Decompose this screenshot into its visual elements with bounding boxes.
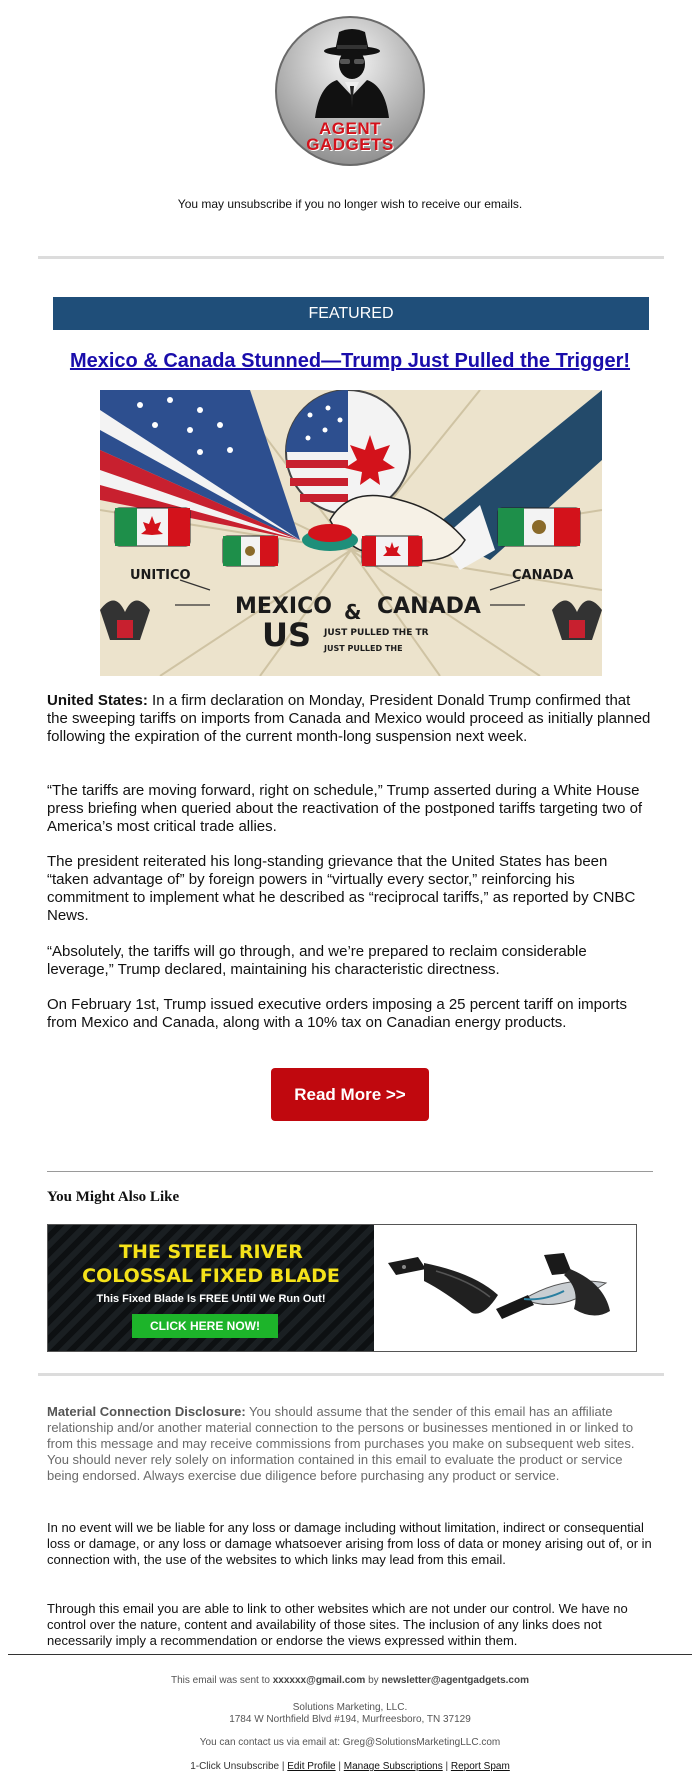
hero-text-us: US: [262, 616, 312, 654]
disclosure-text: You should assume that the sender of this email has an affiliate relationship and/or another material connection to the persons or businesses mentioned in or linked to from this message and may receive commissions from purchases you make on subsequent web sites. You should never rely solely on information contained in this email to evaluate the product or service being endorsed. Always exercise due diligence before purchasing any product or service.: [47, 1404, 635, 1483]
disclosure-label: Material Connection Disclosure:: [47, 1404, 246, 1419]
article-paragraph: The president reiterated his long-standing grievance that the United States has been “taken advantage of” by foreign powers in “virtually every sector,” reinforcing his commitment to implement what he described as “reciprocal tariffs,” as reported by CNBC News.: [47, 853, 636, 924]
article-hero-image[interactable]: [100, 390, 602, 676]
one-click-unsubscribe-link[interactable]: 1-Click Unsubscribe: [190, 1761, 280, 1772]
hero-text-canada: CANADA: [377, 594, 481, 619]
ad-title-line2: COLOSSAL FIXED BLADE: [82, 1265, 340, 1287]
external-links-disclaimer: Through this email you are able to link to other websites which are not under our control. We have no control over the nature, content and availability of those sites. The inclusion of any links does not necessarily imply a recommendation or endorse the views expressed within them.: [47, 1601, 628, 1648]
article-headline-link[interactable]: Mexico & Canada Stunned—Trump Just Pulled the Trigger!: [69, 350, 631, 372]
sent-prefix: This email was sent to: [171, 1675, 273, 1686]
ad-product-images: [374, 1225, 637, 1351]
unsubscribe-note: You may unsubscribe if you no longer wish to receive our emails.: [177, 197, 523, 211]
footer-links: [0, 1761, 700, 1772]
link-separator: |: [279, 1761, 288, 1772]
article-paragraph: [47, 692, 653, 746]
knife-icon: [374, 1225, 637, 1351]
ad-title-line1: THE STEEL RIVER: [119, 1241, 303, 1263]
manage-subscriptions-link[interactable]: Manage Subscriptions: [343, 1761, 443, 1772]
divider: [38, 1373, 664, 1376]
link-separator: |: [442, 1761, 451, 1772]
sent-by: by: [365, 1675, 382, 1686]
hero-text-amp: &: [344, 600, 362, 624]
divider: [38, 256, 664, 259]
hero-label-left: UNITICO: [130, 568, 191, 583]
liability-disclaimer: In no event will we be liable for any loss or damage including without limitation, indirect or consequential loss or damage, or any loss or damage whatsoever arising from loss of data or money arising out of, or in connection with, the use of the websites to which links may lead from this email.: [47, 1520, 652, 1567]
read-more-button[interactable]: Read More >>: [271, 1068, 429, 1121]
divider: [8, 1654, 692, 1655]
featured-label: FEATURED: [53, 297, 649, 330]
hero-caption-2: JUST PULLED THE: [324, 644, 403, 653]
logo-text-line1: AGENT: [319, 119, 381, 138]
hero-caption-1: JUST PULLED THE TR: [324, 628, 429, 638]
ad-cta-button[interactable]: CLICK HERE NOW!: [132, 1314, 278, 1338]
article-paragraph: “The tariffs are moving forward, right on schedule,” Trump asserted during a White House press briefing when queried about the reactivation of the postponed tariffs targeting two of America’s most critical trade allies.: [47, 782, 643, 835]
divider: [47, 1171, 653, 1172]
ad-text-panel: [48, 1225, 374, 1351]
link-separator: |: [335, 1761, 344, 1772]
hero-text-mexico: MEXICO: [235, 594, 332, 619]
hero-label-right: CANADA: [512, 568, 574, 583]
recipient-email: xxxxxx@gmail.com: [272, 1675, 366, 1686]
article-paragraph: On February 1st, Trump issued executive orders imposing a 25 percent tariff on imports from Mexico and Canada, along with a 10% tax on Canadian energy products.: [47, 996, 627, 1031]
ad-subtitle: This Fixed Blade Is FREE Until We Run Out!: [96, 1293, 326, 1305]
sent-to-line: [0, 1675, 700, 1686]
brand-logo: [275, 16, 425, 166]
paragraph-text: In a firm declaration on Monday, President Donald Trump confirmed that the sweeping tariffs on imports from Canada and Mexico would proceed as initially planned following the expiration of the current month-long suspension next week.: [47, 692, 651, 745]
article-paragraph: “Absolutely, the tariffs will go through, and we’re prepared to reclaim considerable leverage,” Trump declared, maintaining his characteristic directness.: [47, 943, 587, 978]
material-disclosure: [47, 1404, 653, 1484]
lead-label: United States:: [47, 692, 148, 709]
company-address: 1784 W Northfield Blvd #194, Murfreesboro, TN 37129: [229, 1714, 471, 1725]
edit-profile-link[interactable]: Edit Profile: [287, 1761, 336, 1772]
report-spam-link[interactable]: Report Spam: [450, 1761, 510, 1772]
company-name: Solutions Marketing, LLC.: [292, 1702, 408, 1713]
also-like-heading: You Might Also Like: [47, 1189, 180, 1205]
sender-email: newsletter@agentgadgets.com: [381, 1675, 529, 1686]
contact-line: You can contact us via email at: Greg@SolutionsMarketingLLC.com: [199, 1737, 501, 1748]
knife-ad-banner[interactable]: [47, 1224, 637, 1352]
logo-text-line2: GADGETS: [306, 135, 394, 154]
